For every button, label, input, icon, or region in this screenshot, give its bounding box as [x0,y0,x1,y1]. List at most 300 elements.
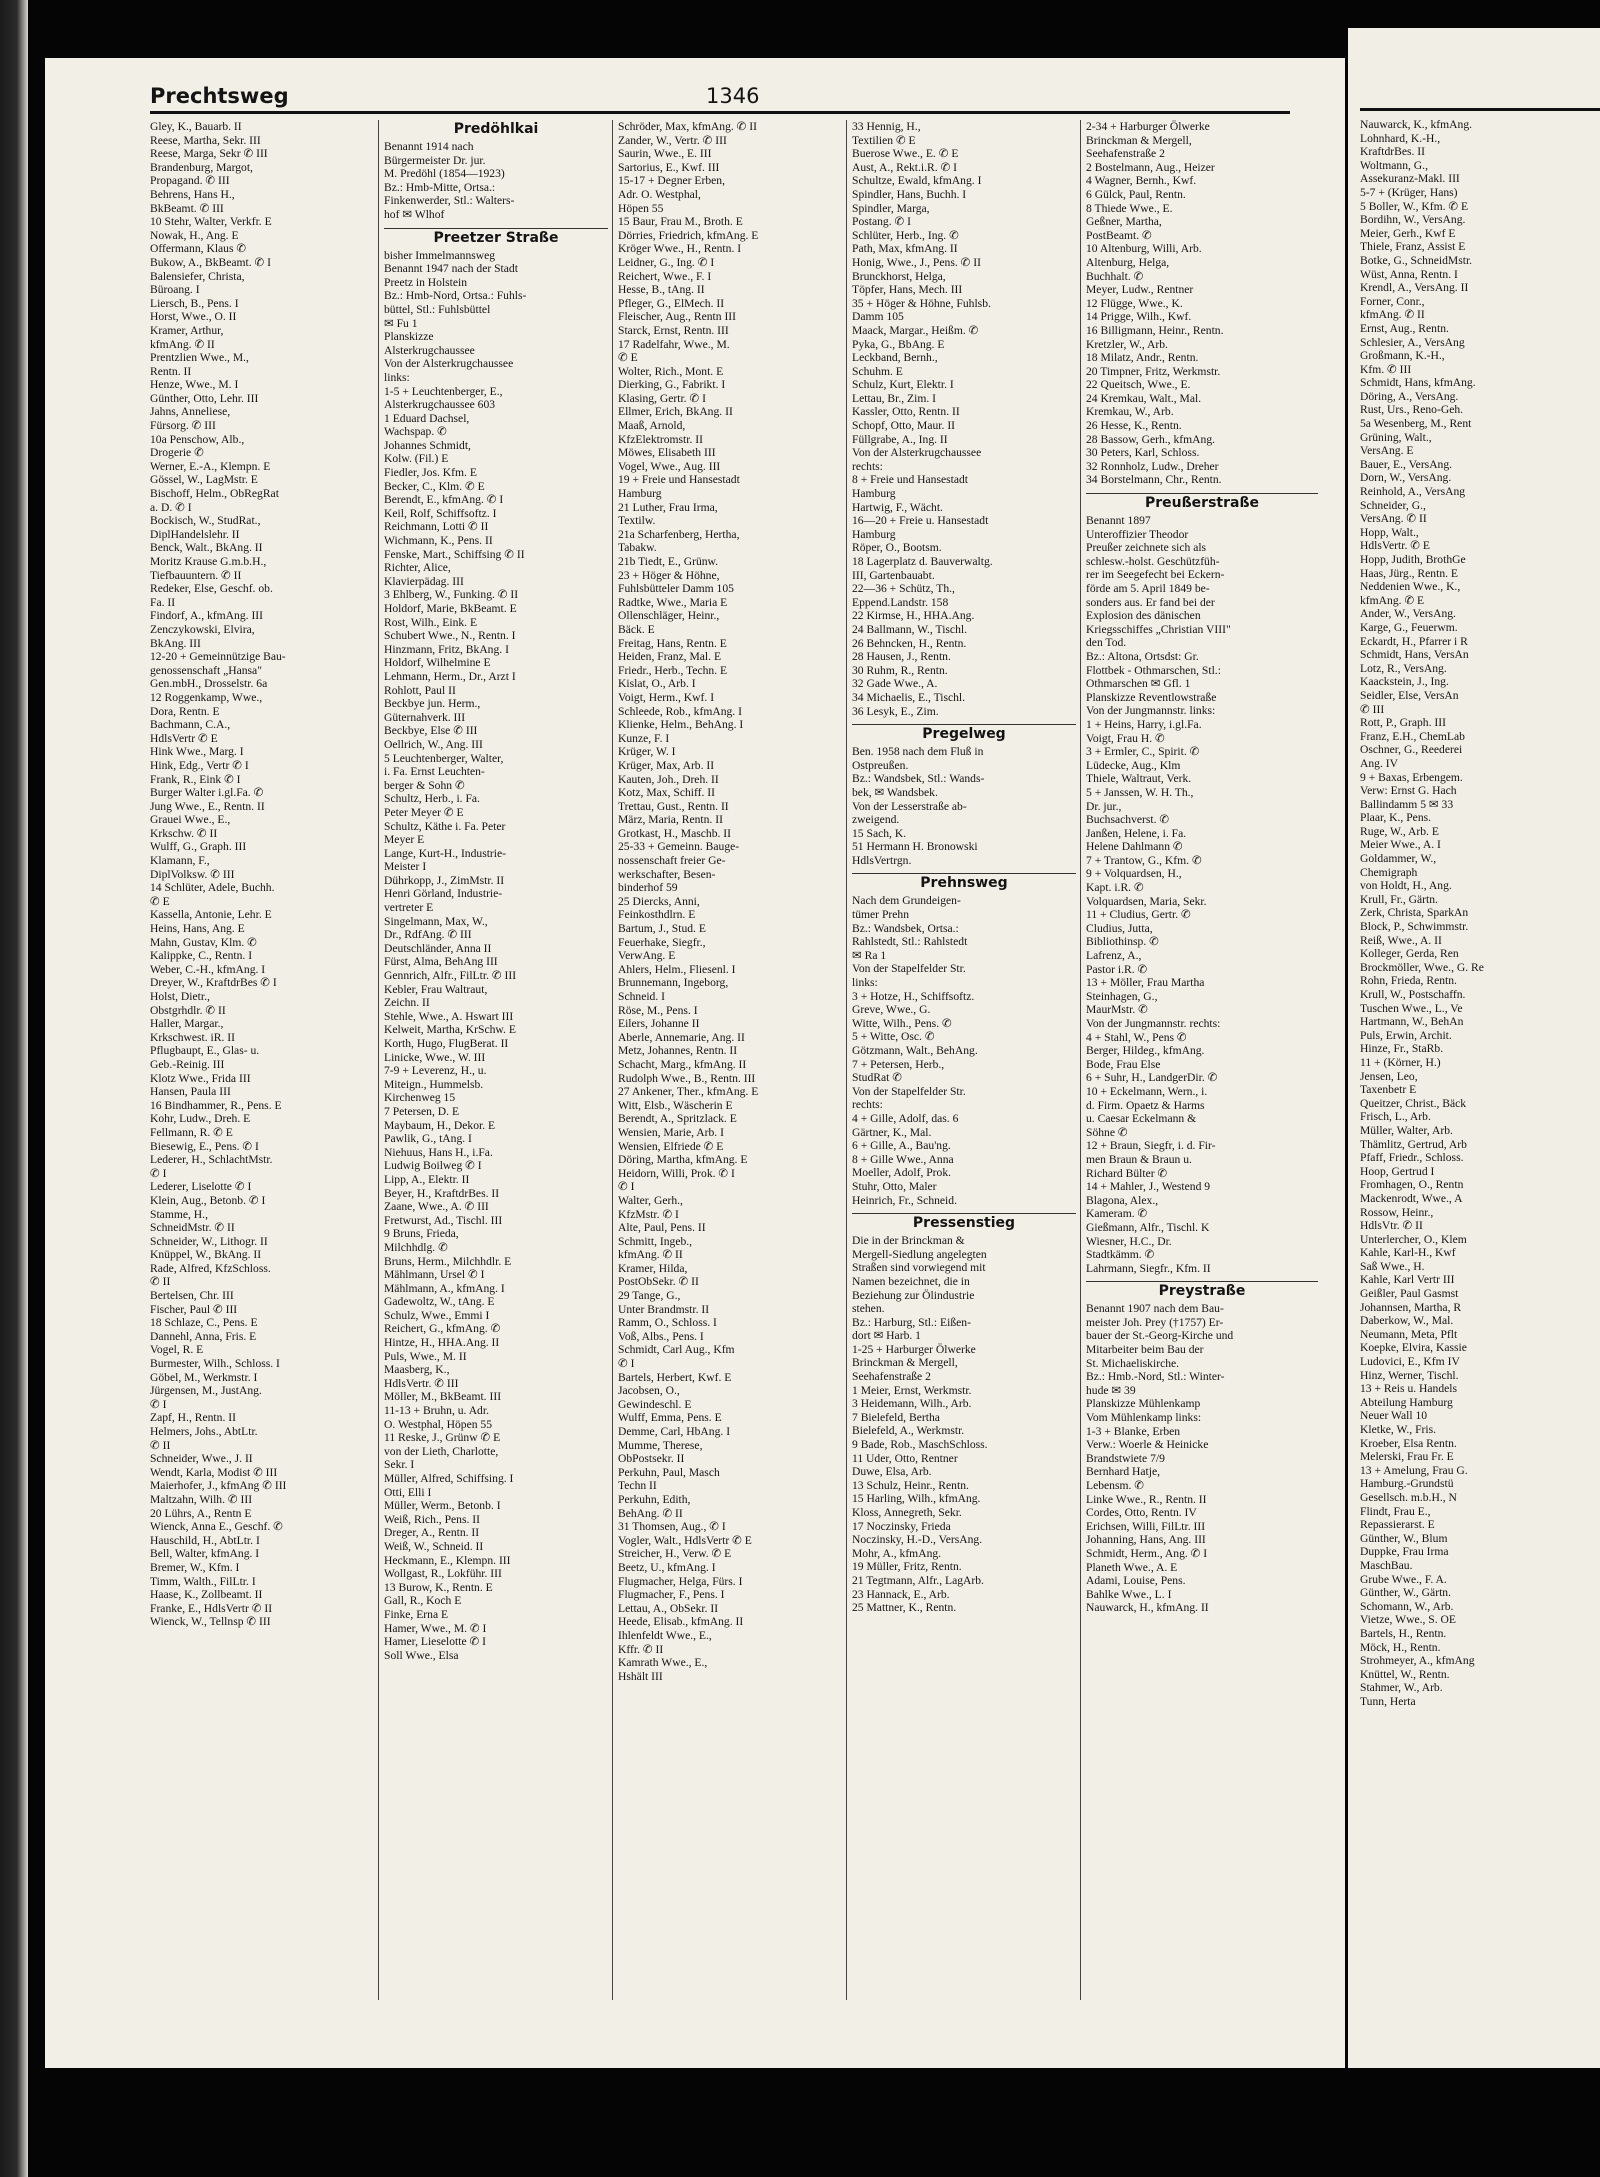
directory-entry: 12 Roggenkamp, Wwe., [150,690,263,704]
directory-entry: sonders aus. Er fand bei der [1086,595,1215,609]
directory-entry: Krüger, Max, Arb. II [618,758,715,772]
directory-entry: Müller, Werm., Betonb. I [384,1499,501,1513]
directory-entry: Planeth Wwe., A. E [1086,1560,1178,1574]
street-heading: Pregelweg [852,724,1076,743]
directory-entry: rechts: [852,459,883,473]
directory-entry: Propagand. ✆ III [150,174,230,188]
directory-entry: Bauer, E., VersAng. [1360,457,1453,471]
directory-entry: ✆ E [150,894,170,908]
directory-entry: Unteroffizier Theodor [1086,527,1189,541]
directory-entry: VersAng. ✆ II [1360,512,1427,526]
directory-entry: Buchsachverst. ✆ [1086,813,1170,827]
directory-entry: Ihlenfeldt Wwe., E., [618,1628,712,1642]
directory-entry: Bockisch, W., StudRat., [150,514,261,528]
directory-entry: Franz, E.H., ChemLab [1360,729,1465,743]
directory-entry: genossenschaft „Hansa" [150,663,262,677]
directory-entry: Hinz, Werner, Tischl. [1360,1368,1459,1382]
directory-entry: Rost, Wilh., Eink. E [384,615,478,629]
directory-entry: Melerski, Frau Fr. E [1360,1450,1454,1464]
directory-entry: Geßner, Martha, [1086,215,1162,229]
directory-entry: Beetz, U., kfmAng. I [618,1560,716,1574]
directory-entry: Voß, Albs., Pens. I [618,1329,704,1343]
directory-entry: Adami, Louise, Pens. [1086,1574,1186,1588]
directory-entry: 13 Schulz, Heinr., Rentn. [852,1478,969,1492]
column-divider [1080,120,1081,2000]
directory-entry: Obstgrhdlr. ✆ II [150,1003,226,1017]
directory-entry: Benannt 1897 [1086,514,1151,528]
directory-entry: 2 Bostelmann, Aug., Heizer [1086,160,1215,174]
directory-entry: Grotkast, H., Maschb. II [618,826,732,840]
directory-entry: Töpfer, Hans, Mech. III [852,283,963,297]
directory-entry: Holst, Dietr., [150,990,210,1003]
directory-entry: Weiß, W., Schneid. II [384,1539,484,1553]
directory-entry: Ludovici, E., Kfm IV [1360,1355,1460,1369]
directory-entry: Bürgermeister Dr. jur. [384,153,486,167]
directory-entry: Spindler, Marga, [852,201,930,215]
directory-entry: Ballindamm 5 ✉ 33 [1360,797,1454,811]
directory-entry: d. Firm. Opaetz & Harms [1086,1098,1205,1112]
directory-entry: Jahns, Anneliese, [150,405,231,419]
directory-entry: Kassella, Antonie, Lehr. E [150,908,272,922]
column-divider [612,120,613,2000]
directory-entry: Franke, E., HdlsVertr ✆ II [150,1601,273,1615]
directory-entry: Nach dem Grundeigen- [852,894,961,908]
directory-entry: Streicher, H., Verw. ✆ E [618,1547,732,1561]
directory-entry: 20 Lührs, A., Rentn E [150,1506,252,1520]
directory-entry: 24 Ballmann, W., Tischl. [852,622,967,636]
directory-entry: Bukow, A., BkBeamt. ✆ I [150,255,272,269]
directory-entry: 26 Hesse, K., Rentn. [1086,419,1182,433]
directory-entry: 25 Diercks, Anni, [618,894,700,908]
directory-entry: Schmitt, Ingeb., [618,1234,693,1248]
directory-entry: Trettau, Gust., Rentn. II [618,799,729,813]
directory-entry: ✉ Fu 1 [384,316,418,330]
directory-entry: 5a Wesenberg, M., Rent [1360,417,1472,431]
column-1 [150,120,374,2000]
directory-entry: Heidorn, Willi, Prok. ✆ I [618,1166,735,1180]
directory-entry: Gennrich, Alfr., FilLtr. ✆ III [384,969,517,983]
directory-entry: Lotz, R., VersAng. [1360,661,1447,675]
directory-entry: links: [384,370,410,384]
directory-entry: 1 Meier, Ernst, Werkmstr. [852,1383,972,1397]
directory-entry: Berendt, E., kfmAng. ✆ I [384,493,504,507]
directory-entry: Mergell-Siedlung angelegten [852,1247,987,1261]
directory-entry: 6 + Gille, A., Bau'ng. [852,1139,951,1153]
directory-entry: ✉ Ra 1 [852,948,887,962]
directory-entry: Bartels, Herbert, Kwf. E [618,1370,732,1384]
directory-entry: Aberle, Annemarie, Ang. II [618,1030,745,1044]
directory-entry: Kletke, W., Fris. [1360,1423,1437,1436]
directory-entry: Hamer, Wwe., M. ✆ I [384,1621,487,1635]
directory-entry: Weiß, Rich., Pens. II [384,1512,480,1526]
directory-entry: 5-7 + (Krüger, Hans) [1360,185,1458,199]
directory-entry: 13 + Möller, Frau Martha [1086,976,1205,990]
directory-entry: Queitzer, Christ., Bäck [1360,1096,1467,1110]
directory-entry: St. Michaeliskirche. [1086,1356,1180,1370]
directory-entry: Maack, Margar., Heißm. ✆ [852,323,979,337]
directory-entry: Forner, Conr., [1360,294,1425,308]
directory-entry: Pfleger, G., ElMech. II [618,296,725,310]
directory-entry: Wensien, Elfriede ✆ E [618,1139,724,1153]
directory-entry: Wolter, Rich., Mont. E [618,364,724,378]
directory-entry: Perkuhn, Paul, Masch [618,1465,720,1479]
directory-entry: Schmidt, Carl Aug., Kfm [618,1343,735,1357]
directory-entry: Hansen, Paula III [150,1085,231,1099]
directory-entry: Weber, C.-H., kfmAng. I [150,962,266,976]
directory-entry: 15 Harling, Wilh., kfmAng. [852,1492,981,1506]
directory-entry: Klavierpädag. III [384,574,464,588]
directory-entry: Leckband, Bernh., [852,351,938,365]
directory-entry: Zenczykowski, Elvira, [150,622,255,636]
directory-entry: Gössel, W., LagMstr. E [150,473,258,487]
directory-entry: 30 Peters, Karl, Schloss. [1086,446,1200,460]
directory-page [45,58,1345,2068]
directory-entry: binderhof 59 [618,881,678,895]
page-header [150,75,1290,114]
directory-entry: Maaß, Arnold, [618,419,686,433]
directory-entry: Ollenschläger, Heinr., [618,609,720,623]
directory-entry: vertreter E [384,901,434,915]
directory-entry: 17 Noczinsky, Frieda [852,1519,951,1533]
directory-entry: Brinckman & Mergell, [852,1356,958,1370]
directory-entry: Finke, Erna E [384,1607,449,1621]
directory-entry: Schacht, Marg., kfmAng. II [618,1057,747,1071]
directory-entry: Bruns, Herm., Milchhdlr. E [384,1254,512,1268]
directory-entry: Kamrath Wwe., E., [618,1656,708,1670]
directory-entry: Lederer, Liselotte ✆ I [150,1180,252,1194]
directory-entry: Gen.mbH., Drosselstr. 6a [150,677,268,691]
directory-entry: Holdorf, Marie, BkBeamt. E [384,602,517,615]
directory-entry: Planskizze Reventlowstraße [1086,690,1217,704]
directory-entry: Honig, Wwe., J., Pens. ✆ II [852,255,981,269]
directory-entry: Hinzmann, Fritz, BkAng. I [384,642,509,656]
directory-entry: Von der Alsterkrugchaussee [384,357,514,371]
directory-entry: Vogel, Wwe., Aug. III [618,459,721,473]
directory-entry: Bartum, J., Stud. E [618,922,706,936]
directory-entry: 5 Leuchtenberger, Walter, [384,751,504,765]
directory-entry: Freitag, Hans, Rentn. E [618,636,727,650]
directory-entry: Redeker, Else, Geschf. ob. [150,582,273,596]
directory-entry: Krull, W., Postschaffn. [1360,988,1466,1001]
directory-entry: Hamburg.-Grundstü [1360,1477,1454,1491]
directory-entry: Lipp, A., Elektr. II [384,1172,470,1186]
directory-entry: Wienck, W., Tellnsp ✆ III [150,1615,271,1629]
directory-entry: Voigt, Frau H. ✆ [1086,731,1165,745]
directory-entry: Kebler, Frau Waltraut, [384,982,488,996]
directory-entry: Wiesner, H.C., Dr. [1086,1234,1172,1248]
directory-entry: Preußer zeichnete sich als [1086,541,1207,555]
directory-entry: 12 + Braun, Siegfr, i. d. Fir- [1086,1139,1216,1153]
directory-entry: Mählmann, A., kfmAng. I [384,1281,505,1295]
directory-entry: Klein, Aug., Betonb. ✆ I [150,1193,266,1207]
directory-entry: 30 Ruhm, R., Rentn. [852,663,948,677]
directory-entry: Lettau, A., ObSekr. II [618,1601,719,1615]
directory-entry: Helmers, Johs., AbtLtr. [150,1425,258,1438]
directory-entry: Adr. O. Westphal, [618,187,701,201]
directory-entry: Heins, Hans, Ang. E [150,922,245,936]
directory-entry: Keil, Rolf, Schiffsoftz. I [384,506,497,520]
directory-entry: Kunze, F. I [618,731,670,745]
directory-entry: Von der Stapelfelder Str. [852,962,966,976]
directory-entry: Zaane, Wwe., A. ✆ III [384,1200,489,1214]
directory-entry: 22 Queitsch, Wwe., E. [1086,378,1191,392]
directory-entry: Gärtner, K., Mal. [852,1125,932,1139]
directory-entry: Hartwig, F., Wächt. [852,500,943,514]
directory-entry: Abteilung Hamburg [1360,1395,1453,1409]
directory-entry: Fischer, Paul ✆ III [150,1302,238,1316]
directory-entry: Thämlitz, Gertrud, Arb [1360,1137,1467,1151]
directory-entry: Günther, W., Gärtn. [1360,1586,1451,1600]
directory-entry: Ang. IV [1360,756,1398,770]
directory-entry: HdlsVertrgn. [852,853,912,867]
directory-entry: büttel, Stl.: Fuhlsbüttel [384,302,491,316]
directory-entry: Textilw. [618,514,656,528]
directory-entry: HdlsVertr. ✆ III [384,1376,459,1390]
directory-entry: 21 Tegtmann, Alfr., LagArb. [852,1573,984,1587]
directory-entry: Brunckhorst, Helga, [852,269,946,283]
directory-entry: Seidler, Else, VersAn [1360,688,1459,702]
directory-entry: 7-9 + Leverenz, H., u. [384,1064,487,1078]
directory-entry: 3 Ehlberg, W., Funking. ✆ II [384,588,519,602]
directory-entry: Fenske, Mart., Schiffsing ✆ II [384,547,525,561]
directory-entry: 8 Thiede Wwe., E. [1086,201,1173,215]
directory-entry: Finkenwerder, Stl.: Walters- [384,194,515,208]
directory-entry: 1-5 + Leuchtenberger, E., [384,384,503,398]
directory-entry: Burger Walter i.gl.Fa. ✆ [150,786,264,800]
directory-entry: Planskizze Mühlenkamp [1086,1397,1201,1411]
directory-entry: III, Gartenbauabt. [852,568,935,582]
directory-entry: Jung Wwe., E., Rentn. II [150,799,265,813]
directory-entry: Haase, K., Zollbeamt. II [150,1588,263,1602]
directory-entry: Haas, Jürg., Rentn. E [1360,566,1458,580]
directory-entry: Wichmann, K., Pens. II [384,534,493,548]
directory-entry: 14 Prigge, Wilh., Kwf. [1086,310,1192,324]
directory-entry: 11-13 + Bruhn, u. Adr. [384,1404,489,1418]
directory-entry: Füllgrabe, A., Ing. II [852,432,948,446]
directory-entry: Ludwig Boilweg ✆ I [384,1159,482,1173]
directory-entry: Rott, P., Graph. III [1360,716,1446,730]
directory-entry: a. D. ✆ I [150,500,192,514]
directory-entry: Wensien, Marie, Arb. I [618,1125,724,1139]
directory-entry: Benannt 1907 nach dem Bau- [1086,1302,1224,1316]
directory-entry: Kislat, O., Arb. I [618,677,696,691]
directory-entry: Hartmann, W., BehAn [1360,1015,1464,1029]
directory-entry: 8 + Freie und Hansestadt [852,473,969,487]
directory-entry: 33 Hennig, H., [852,120,921,133]
directory-entry: Büroang. I [150,283,200,297]
directory-entry: Kassler, Otto, Rentn. II [852,405,960,419]
directory-entry: Feuerhake, Siegfr., [618,935,706,949]
directory-entry: Fellmann, R. ✆ E [150,1125,233,1139]
directory-entry: 11 + (Körner, H.) [1360,1055,1441,1069]
directory-entry: 6 Gülck, Paul, Rentn. [1086,187,1186,201]
directory-entry: 7 Bielefeld, Bertha [852,1410,940,1424]
directory-entry: Alsterkrugchaussee 603 [384,398,496,412]
directory-entry: rechts: [852,1098,883,1112]
directory-entry: Kremkau, W., Arb. [1086,405,1174,419]
directory-entry: Wüst, Anna, Rentn. I [1360,267,1458,281]
directory-entry: Ernst, Aug., Rentn. [1360,321,1449,335]
directory-entry: Preetz in Holstein [384,275,468,289]
directory-entry: Die in der Brinckman & [852,1234,965,1248]
directory-entry: Krkschw. ✆ II [150,826,218,840]
column-divider [378,120,379,2000]
directory-entry: Feinkosthdlrn. E [618,908,696,922]
directory-entry: Heckmann, E., Klempn. III [384,1553,511,1567]
directory-entry: Hamer, Lieselotte ✆ I [384,1635,486,1649]
directory-entry: Altenburg, Helga, [1086,255,1170,269]
directory-entry: Planskizze [384,330,434,344]
directory-entry: Bz.: Hmb.-Nord, Stl.: Winter- [1086,1370,1225,1384]
directory-entry: zweigend. [852,813,900,827]
directory-entry: Koepke, Elvira, Kassie [1360,1341,1467,1355]
directory-entry: Tabakw. [618,541,657,555]
directory-entry: Krkschwest. iR. II [150,1030,236,1044]
directory-entry: Dannehl, Anna, Fris. E [150,1329,257,1343]
directory-entry: Brandstwiete 7/9 [1086,1451,1165,1465]
directory-entry: Goldammer, W., [1360,852,1437,866]
directory-entry: Burmester, Wilh., Schloss. I [150,1357,280,1371]
directory-entry: Beckbye jun. Herm., [384,697,481,711]
directory-entry: Kahle, Karl-H., Kwf [1360,1246,1456,1260]
directory-entry: Kfm. ✆ III [1360,362,1412,376]
directory-entry: KfzElektromstr. II [618,432,703,446]
directory-entry: 15-17 + Degner Erben, [618,174,725,188]
directory-entry: 9 Bruns, Frieda, [384,1227,459,1241]
directory-entry: BkAng. III [150,636,201,650]
directory-entry: Bz.: Wandsbek, Stl.: Wands- [852,772,985,786]
directory-entry: 21a Scharfenberg, Hertha, [618,527,740,541]
directory-entry: Daberkow, W., Mal. [1360,1314,1454,1328]
directory-entry: 1-3 + Blanke, Erben [1086,1424,1181,1438]
directory-entry: Offermann, Klaus ✆ [150,242,247,256]
directory-entry: Vogler, Walt., HdlsVertr ✆ E [618,1533,752,1547]
directory-entry: Müller, Alfred, Schiffsing. I [384,1472,514,1485]
directory-entry: Flugmacher, Helga, Fürs. I [618,1574,743,1588]
directory-entry: Damm 105 [852,310,904,324]
directory-entry: Schlüter, Herb., Ing. ✆ [852,228,959,242]
directory-entry: Kriegsschiffes „Christian VIII" [1086,622,1231,636]
directory-entry: kfmAng. ✆ II [1360,308,1425,322]
directory-entry: hude ✉ 39 [1086,1383,1136,1397]
directory-entry: Reichert, G., kfmAng. ✆ [384,1322,501,1336]
directory-entry: Bz.: Wandsbek, Ortsa.: [852,921,959,935]
directory-entry: 25-33 + Gemeinn. Bauge- [618,840,740,854]
directory-entry: Fürst, Alma, BehAng III [384,955,498,969]
directory-entry: Ben. 1958 nach dem Fluß in [852,745,984,759]
directory-entry: VerwAng. E [618,949,676,963]
directory-entry: Kramer, Hilda, [618,1261,688,1275]
directory-entry: Dreyer, W., KraftdrBes ✆ I [150,976,277,990]
directory-entry: Flindt, Frau E., [1360,1504,1431,1518]
directory-entry: Bielefeld, A., Werkmstr. [852,1424,965,1438]
directory-entry: Eppend.Landstr. 158 [852,595,949,609]
directory-entry: Moeller, Adolf, Prok. [852,1166,952,1180]
directory-entry: Lederer, H., SchlachtMstr. [150,1153,273,1167]
directory-entry: Flottbek - Othmarschen, Stl.: [1086,663,1221,677]
directory-entry: Buchhalt. ✆ [1086,269,1144,283]
directory-entry: Behrens, Hans H., [150,187,235,201]
directory-entry: Döring, A., VersAng. [1360,389,1459,403]
directory-entry: Göbel, M., Werkmstr. I [150,1370,258,1384]
directory-entry: Demme, Carl, HbAng. I [618,1425,731,1438]
directory-entry: Sekr. I [384,1458,415,1472]
directory-entry: Brinckman & Mergell, [1086,133,1192,147]
directory-entry: Stehle, Wwe., A. Hswart III [384,1009,514,1023]
directory-entry: i. Fa. Ernst Leuchten- [384,765,485,779]
directory-entry: Reinhold, A., VersAng [1360,485,1466,499]
directory-entry: 11 + Cludius, Gertr. ✆ [1086,908,1191,922]
directory-entry: Vietze, Wwe., S. OE [1360,1613,1456,1627]
directory-entry: Gießmann, Alfr., Tischl. K [1086,1220,1210,1234]
directory-entry: ✆ I [150,1397,167,1411]
directory-entry: Pyka, G., BbAng. E [852,337,945,351]
directory-entry: 17 Radelfahr, Wwe., M. [618,337,730,351]
directory-entry: Dierking, G., Fabrikt. I [618,378,726,392]
directory-entry: 23 Hannack, E., Arb. [852,1587,950,1601]
directory-entry: 23 + Höger & Höhne, [618,568,720,582]
directory-entry: Path, Max, kfmAng. II [852,242,958,256]
directory-entry: 21 Luther, Frau Irma, [618,500,718,514]
directory-entry: Hesse, B., tAng. II [618,283,705,297]
directory-entry: ObPostsekr. II [618,1452,685,1466]
directory-entry: Steinhagen, G., [1086,989,1158,1003]
directory-entry: Friedr., Herb., Techn. E [618,663,728,677]
directory-entry: Kohr, Ludw., Dreh. E [150,1112,251,1126]
directory-entry: Lohnhard, K.-H., [1360,131,1441,145]
directory-entry: Bz.: Altona, Ortsdst: Gr. [1086,649,1199,663]
directory-entry: Großmann, K.-H., [1360,349,1445,363]
directory-entry: Von der Stapelfelder Str. [852,1084,966,1098]
directory-entry: Puls, Erwin, Archit. [1360,1028,1452,1042]
directory-entry: Schulz, Kurt, Elektr. I [852,378,954,392]
directory-entry: Saurin, Wwe., E. III [618,147,712,161]
directory-entry: Heede, Elisab., kfmAng. II [618,1615,744,1629]
directory-entry: Fleischer, Aug., Rentn III [618,310,737,324]
directory-entry: Schneider, G., [1360,498,1426,512]
directory-entry: Straßen sind vorwiegend mit [852,1261,986,1275]
directory-entry: Hoop, Gertrud I [1360,1164,1435,1178]
directory-entry: Korth, Hugo, FlugBerat. II [384,1037,509,1050]
directory-entry: 25 Mattner, K., Rentn. [852,1601,957,1615]
directory-entry: 5 + Witte, Osc. ✆ [852,1030,935,1044]
directory-entry: Hink Wwe., Marg. I [150,745,244,759]
directory-entry: Kelweit, Martha, KrSchw. E [384,1023,516,1037]
directory-entry: Tunn, Herta [1360,1694,1416,1708]
directory-entry: 1 + Heins, Harry, i.gl.Fa. [1086,717,1202,731]
directory-entry: Benannt 1947 nach der Stadt [384,262,518,276]
directory-entry: kfmAng. ✆ E [1360,593,1425,607]
directory-entry: Bell, Walter, kfmAng. I [150,1547,260,1561]
directory-entry: PostBeamt. ✆ [1086,228,1152,242]
directory-entry: Bernhard Hatje, [1086,1465,1161,1479]
directory-entry: Wollgast, R., Lokführ. III [384,1567,502,1581]
directory-entry: Tiefbauuntern. ✆ II [150,568,242,582]
directory-entry: Blagona, Alex., [1086,1193,1159,1207]
directory-entry: Hintze, H., HHA.Ang. II [384,1336,500,1350]
directory-entry: Lange, Kurt-H., Industrie- [384,846,507,860]
directory-entry: bisher Immelmannsweg [384,248,496,262]
directory-entry: 19 Müller, Fritz, Rentn. [852,1560,962,1574]
directory-entry: Bachmann, C.A., [150,718,231,732]
directory-entry: 32 Ronnholz, Ludw., Dreher [1086,459,1219,473]
facing-page-column [1360,118,1600,1708]
directory-entry: Bremer, W., Kfm. I [150,1560,240,1574]
street-heading: Pressenstieg [852,1213,1076,1232]
directory-entry: VersAng. E [1360,444,1414,458]
directory-entry: Meier, Gerh., Kwf E [1360,226,1456,240]
directory-entry: 9 + Volquardsen, H., [1086,867,1182,881]
